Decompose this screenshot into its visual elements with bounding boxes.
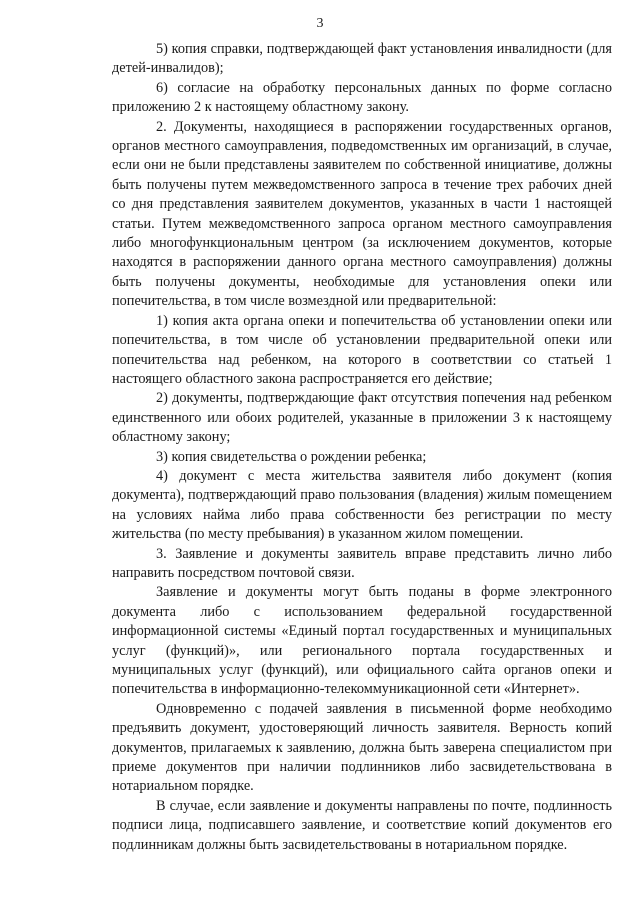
paragraph-postal-submission: В случае, если заявление и документы направлены по почте, подлинность подписи лица, подписавшего заявление, и соответствие копий документов его подлинникам должны быть засвидетельствованы в нотариальном порядке. bbox=[112, 797, 612, 853]
paragraph-identity-document: Одновременно с подачей заявления в письменной форме необходимо предъявить документ, удостоверяющий личность заявителя. Верность копий документов, прилагаемых к заявлению, должна быть заверена специалистом при приеме документов при наличии подлинников либо засвидетельствована в нотариальном порядке. bbox=[112, 700, 612, 795]
paragraph-item-5: 5) копия справки, подтверждающей факт установления инвалидности (для детей-инвалидов); bbox=[112, 41, 612, 77]
paragraph-item-6: 6) согласие на обработку персональных данных по форме согласно приложению 2 к настоящему областному закону. bbox=[112, 79, 612, 116]
paragraph-subitem-3: 3) копия свидетельства о рождении ребенка; bbox=[156, 448, 427, 465]
paragraph-section-2: 2. Документы, находящиеся в распоряжении государственных органов, органов местного самоуправления, подведомственных им организаций, в случае, если они не были представлены заявителем по собственной инициативе, должны быть получены путем межведомственного запроса в течение трех рабочих дней со дня представления заявителем документов, указанных в части 1 настоящей статьи. Путем межведомственного запроса органом местного самоуправления либо многофункциональным центром (за исключением документов, которые находятся в распоряжении данного органа местного самоуправления) должны быть получены документы, необходимые для установления опеки или попечительства, в том числе возмездной или предварительной: bbox=[112, 118, 612, 310]
paragraph-subitem-2: 2) документы, подтверждающие факт отсутствия попечения над ребенком единственного или обоих родителей, указанные в приложении 3 к настоящему областному закону; bbox=[112, 390, 612, 446]
paragraph-subitem-1: 1) копия акта органа опеки и попечительства об установлении опеки или попечительства, в том числе об установлении предварительной опеки или попечительства над ребенком, на которого в соответствии со статьей 1 настоящего областного закона распространяется его действие; bbox=[112, 312, 612, 387]
page-number: 3 bbox=[316, 16, 324, 31]
paragraph-subitem-4: 4) документ с места жительства заявителя либо документ (копия документа), подтверждающий право пользования (владения) жилым помещением на условиях найма либо права собственности без регистрации по месту жительства (по месту пребывания) в указанном жилом помещении. bbox=[112, 467, 612, 543]
document-body bbox=[112, 40, 612, 855]
paragraph-electronic-submission: Заявление и документы могут быть поданы в форме электронного документа либо с использованием федеральной государственной информационной системы «Единый портал государственных и муниципальных услуг (функций)», или регионального портала государственных и муниципальных услуг (функций), или официального сайта органов опеки и попечительства в информационно-телекоммуникационной сети «Интернет». bbox=[112, 584, 612, 698]
paragraph-section-3: 3. Заявление и документы заявитель вправе представить лично либо направить посредством почтовой связи. bbox=[112, 545, 612, 581]
